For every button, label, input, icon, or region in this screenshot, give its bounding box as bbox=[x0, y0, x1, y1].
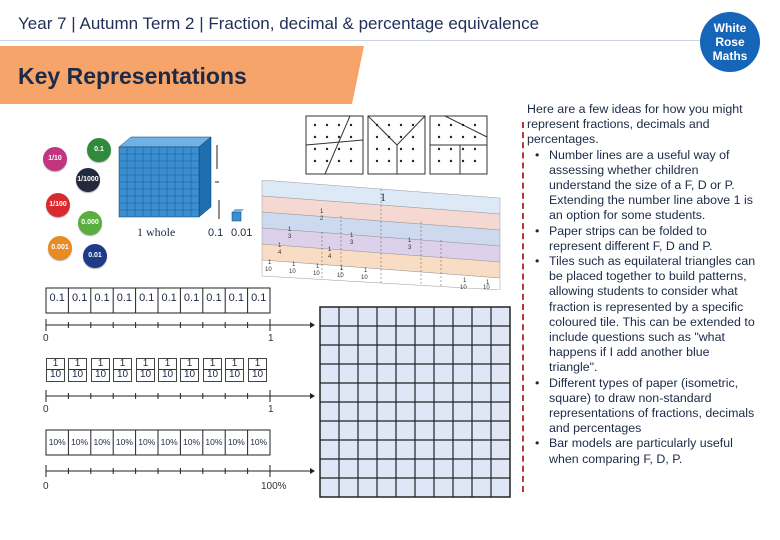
note-item: • Bar models are particularly useful when comparing F, D, P. bbox=[549, 436, 759, 466]
note-item: • Different types of paper (isometric, square) to draw non-standard representations of fractions, decimals and percentages bbox=[549, 376, 759, 437]
counter-one-thousandth: 1/1000 bbox=[76, 168, 100, 192]
svg-text:3: 3 bbox=[350, 240, 354, 246]
fraction-card: $\frac{1}{10}$ bbox=[225, 358, 244, 382]
note-item: • Number lines are a useful way of assessing whether children understand the size of a F, D or P. Extending the number line above 1 is an option for some students. bbox=[549, 148, 759, 224]
logo-text: White Rose Maths bbox=[712, 21, 748, 63]
percent-value: 10% bbox=[183, 437, 201, 447]
dotted-paper-shapes bbox=[305, 115, 500, 177]
svg-text:3: 3 bbox=[408, 245, 412, 251]
svg-text:1: 1 bbox=[278, 243, 282, 249]
tenth-label: 0.1 bbox=[208, 227, 224, 239]
fraction-card: $\frac{1}{10}$ bbox=[180, 358, 199, 382]
svg-text:10: 10 bbox=[483, 285, 490, 290]
header-term: Autumn Term 2 bbox=[79, 14, 195, 33]
percent-value: 10% bbox=[160, 437, 178, 447]
header-year: Year 7 bbox=[18, 14, 67, 33]
tenth-value: 0.1 bbox=[161, 292, 177, 304]
header-divider bbox=[0, 40, 700, 41]
percent-value: 10% bbox=[48, 437, 66, 447]
section-title: Key Representations bbox=[18, 63, 247, 89]
number-lines bbox=[40, 285, 315, 495]
note-item: • Tiles such as equilateral triangles can be placed together to build patterns, allowing students to consider what fraction is represented by a specific coloured tile. This can be extended to include questions such as "what happens if I add another blue triangle". bbox=[549, 254, 759, 376]
percent-value: 10% bbox=[71, 437, 89, 447]
line3-end: 100% bbox=[261, 481, 287, 492]
percent-value: 10% bbox=[250, 437, 268, 447]
tenth-value: 0.1 bbox=[228, 292, 244, 304]
svg-text:1: 1 bbox=[328, 247, 332, 253]
teaching-notes bbox=[527, 102, 759, 467]
page-header-title bbox=[18, 14, 539, 34]
svg-text:1: 1 bbox=[486, 280, 490, 286]
fraction-card: $\frac{1}{10}$ bbox=[136, 358, 155, 382]
tenth-value: 0.1 bbox=[71, 292, 88, 304]
svg-text:1: 1 bbox=[340, 266, 344, 272]
svg-text:1: 1 bbox=[463, 278, 467, 284]
notes-intro: Here are a few ideas for how you might represent fractions, decimals and percentages. bbox=[527, 102, 743, 147]
base-ten-blocks bbox=[115, 135, 255, 235]
base-ten-unit-cube bbox=[232, 209, 244, 221]
base-ten-flat bbox=[215, 145, 219, 219]
svg-text:1: 1 bbox=[408, 238, 412, 244]
column-divider bbox=[522, 122, 524, 492]
counter-one-tenth: 1/10 bbox=[43, 147, 67, 171]
line2-start: 0 bbox=[43, 404, 49, 415]
fraction-card: $\frac{1}{10}$ bbox=[158, 358, 177, 382]
tenth-value: 0.1 bbox=[206, 292, 222, 304]
line3-start: 0 bbox=[43, 481, 49, 492]
svg-text:1: 1 bbox=[364, 268, 368, 274]
fraction-card: $\frac{1}{10}$ bbox=[113, 358, 132, 382]
strip-whole-label: 1 bbox=[380, 190, 386, 204]
svg-text:10: 10 bbox=[361, 275, 368, 281]
tenth-value: 0.1 bbox=[251, 292, 267, 304]
counter-zero-point-one: 0.1 bbox=[87, 138, 111, 162]
svg-text:1: 1 bbox=[268, 260, 272, 266]
svg-text:10: 10 bbox=[337, 273, 344, 279]
header-separator-2: | bbox=[199, 14, 204, 33]
hundredth-label: 0.01 bbox=[231, 227, 253, 239]
fraction-card: $\frac{1}{10}$ bbox=[68, 358, 87, 382]
fraction-card: $\frac{1}{10}$ bbox=[46, 358, 65, 382]
header-topic: Fraction, decimal & percentage equivalence bbox=[208, 14, 540, 33]
counter-zero-point-zero-zero-one: 0.001 bbox=[48, 236, 72, 260]
counter-zero-point-zero-one: 0.01 bbox=[83, 244, 107, 268]
fraction-card: $\frac{1}{10}$ bbox=[91, 358, 110, 382]
percent-value: 10% bbox=[93, 437, 111, 447]
svg-text:1: 1 bbox=[320, 209, 324, 215]
svg-text:10: 10 bbox=[289, 269, 296, 275]
svg-text:4: 4 bbox=[278, 250, 282, 256]
notes-list bbox=[527, 148, 759, 467]
line1-end: 1 bbox=[268, 333, 274, 344]
svg-text:2: 2 bbox=[320, 216, 324, 222]
percent-labels-row bbox=[46, 437, 270, 447]
base-ten-cube bbox=[119, 137, 211, 217]
note-item: • Paper strips can be folded to represent different F, D and P. bbox=[549, 224, 759, 254]
fraction-card: $\frac{1}{10}$ bbox=[248, 358, 267, 382]
percent-value: 10% bbox=[227, 437, 245, 447]
one-whole-label: 1 whole bbox=[137, 225, 176, 239]
header-separator: | bbox=[71, 14, 76, 33]
tenth-value: 0.1 bbox=[139, 292, 155, 304]
white-rose-maths-logo bbox=[700, 12, 760, 72]
svg-text:1: 1 bbox=[350, 233, 354, 239]
svg-text:10: 10 bbox=[460, 285, 467, 290]
line2-end: 1 bbox=[268, 404, 274, 415]
percent-value: 10% bbox=[205, 437, 223, 447]
fraction-card: $\frac{1}{10}$ bbox=[203, 358, 222, 382]
percent-value: 10% bbox=[115, 437, 133, 447]
tenth-value: 0.1 bbox=[183, 292, 200, 304]
counter-one-hundredth: 1/100 bbox=[46, 193, 70, 217]
svg-text:10: 10 bbox=[265, 267, 272, 273]
svg-text:1: 1 bbox=[288, 227, 292, 233]
counter-zero-point-thousand: 0.000 bbox=[78, 211, 102, 235]
svg-text:1: 1 bbox=[316, 264, 320, 270]
svg-text:3: 3 bbox=[288, 234, 292, 240]
tenth-value: 0.1 bbox=[116, 292, 133, 304]
hundred-square-grid bbox=[318, 305, 514, 501]
percent-value: 10% bbox=[138, 437, 156, 447]
svg-text:4: 4 bbox=[328, 254, 332, 260]
line1-start: 0 bbox=[43, 333, 49, 344]
tenth-value: 0.1 bbox=[49, 292, 65, 304]
tenth-value: 0.1 bbox=[94, 292, 110, 304]
svg-text:10: 10 bbox=[313, 271, 320, 277]
svg-text:1: 1 bbox=[292, 262, 296, 268]
